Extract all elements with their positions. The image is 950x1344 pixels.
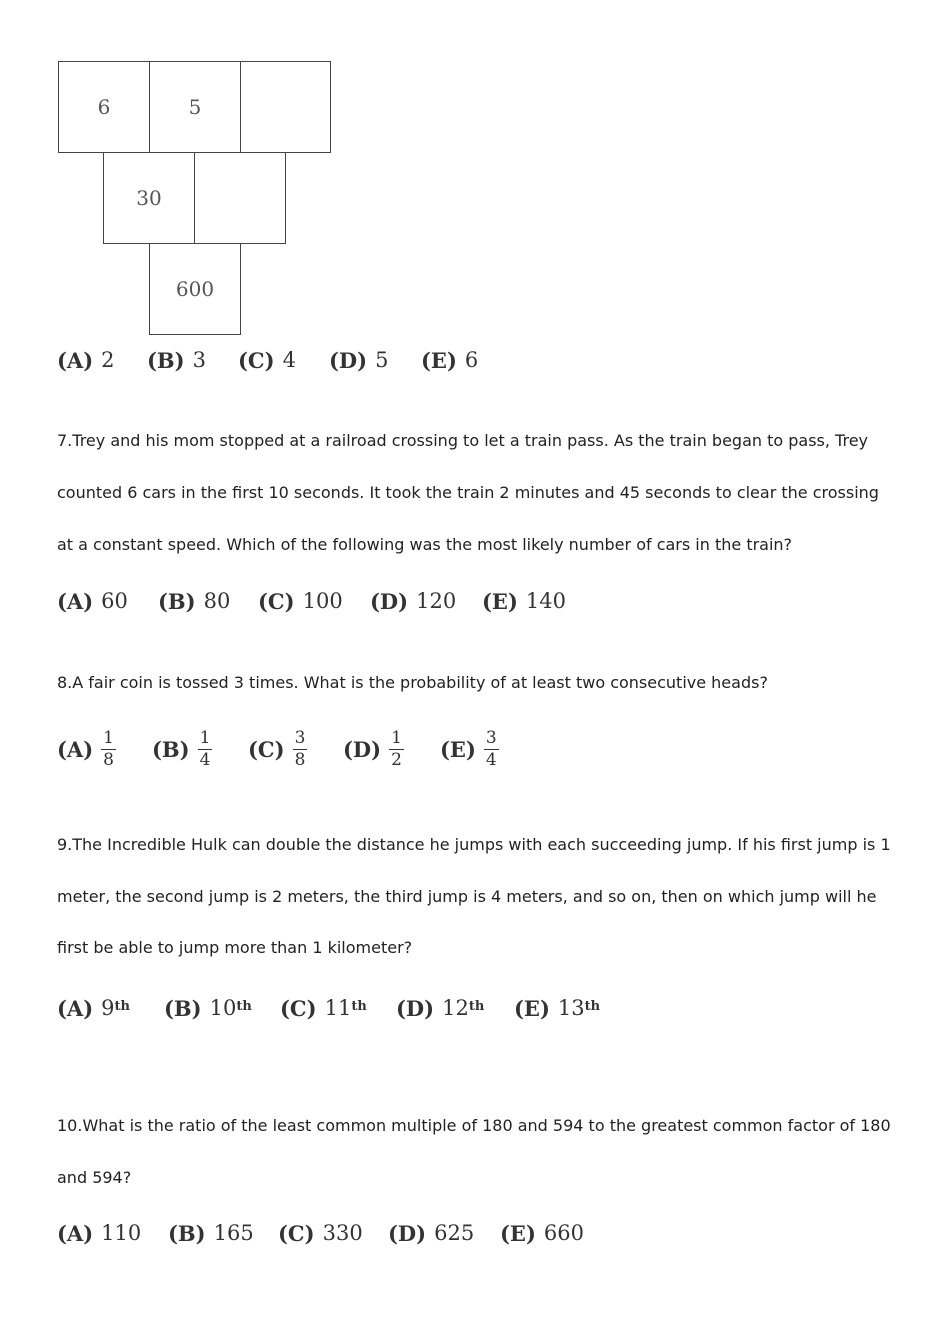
option-value: 60: [101, 589, 128, 613]
q9-option-d[interactable]: [396, 996, 514, 1021]
option-letter: (D): [343, 736, 382, 762]
fraction-numerator: 1: [391, 727, 402, 748]
fraction-denominator: 4: [485, 749, 497, 770]
q10-option-b[interactable]: [168, 1221, 278, 1246]
q9-option-e[interactable]: [514, 996, 600, 1021]
option-value: 9: [101, 996, 115, 1020]
option-value: 12: [442, 996, 469, 1020]
fraction: [101, 727, 116, 770]
q9-text-line-1: 9.The Incredible Hulk can double the distance he jumps with each succeeding jump. If his first jump is 1: [57, 835, 891, 854]
q10-text-line-2: and 594?: [57, 1168, 132, 1187]
ordinal-suffix: th: [584, 998, 601, 1014]
q8-option-b[interactable]: [152, 727, 248, 770]
pyramid-cell-middle-2: [194, 152, 286, 244]
q6-option-e[interactable]: [421, 348, 478, 373]
q9-text-line-2: meter, the second jump is 2 meters, the third jump is 4 meters, and so on, then on which jump will he: [57, 887, 877, 906]
q6-answer-choices: [57, 346, 478, 374]
option-value: 625: [434, 1221, 475, 1245]
ordinal-suffix: th: [351, 998, 367, 1014]
option-letter: (D): [370, 588, 409, 614]
option-letter: (A): [57, 347, 94, 373]
fraction: [198, 727, 213, 770]
q9-option-a[interactable]: [57, 996, 164, 1021]
option-value: 80: [203, 589, 231, 613]
option-value: 100: [302, 589, 343, 613]
option-value: 110: [101, 1221, 142, 1245]
fraction-numerator: 3: [294, 727, 306, 748]
q6-option-a[interactable]: [57, 348, 147, 373]
option-value: 6: [464, 348, 479, 372]
fraction: [484, 727, 499, 770]
q8-answer-choices: [57, 725, 499, 773]
pyramid-cell-middle-1: 30: [103, 152, 195, 244]
q9-answer-choices: [57, 993, 600, 1023]
option-letter: (A): [57, 995, 94, 1021]
fraction-denominator: 8: [294, 749, 306, 770]
option-letter: (B): [164, 995, 202, 1021]
q8-option-c[interactable]: [248, 727, 343, 770]
q7-text-line-2: counted 6 cars in the first 10 seconds. It took the train 2 minutes and 45 seconds to clear the crossing: [57, 483, 879, 502]
q7-option-b[interactable]: [158, 589, 258, 614]
option-value: 660: [543, 1221, 584, 1245]
q7-option-c[interactable]: [258, 589, 370, 614]
q10-option-d[interactable]: [388, 1221, 500, 1246]
q8-text-line-1: 8.A fair coin is tossed 3 times. What is the probability of at least two consecutive heads?: [57, 673, 768, 692]
option-value: 13: [557, 996, 585, 1020]
option-letter: (B): [168, 1220, 206, 1246]
ordinal-suffix: th: [114, 998, 131, 1014]
option-value: 10: [209, 996, 237, 1020]
fraction-denominator: 2: [391, 749, 402, 770]
fraction-numerator: 1: [199, 727, 211, 748]
option-letter: (B): [147, 347, 185, 373]
option-value: 11: [324, 996, 352, 1020]
pyramid-cell-bottom: 600: [149, 243, 241, 335]
fraction: [389, 727, 404, 770]
option-letter: (C): [278, 1220, 315, 1246]
option-letter: (D): [396, 995, 435, 1021]
option-letter: (B): [158, 588, 196, 614]
option-letter: (B): [152, 736, 190, 762]
option-letter: (A): [57, 588, 94, 614]
option-letter: (E): [500, 1220, 536, 1246]
q7-answer-choices: [57, 587, 566, 615]
q9-option-b[interactable]: [164, 996, 280, 1021]
q10-option-c[interactable]: [278, 1221, 388, 1246]
q9-option-c[interactable]: [280, 996, 396, 1021]
q7-option-d[interactable]: [370, 589, 482, 614]
option-value: 4: [282, 348, 296, 372]
option-letter: (C): [248, 736, 285, 762]
pyramid-cell-top-2: 5: [149, 61, 241, 153]
number-pyramid-figure: [0, 0, 400, 340]
option-value: 140: [525, 589, 566, 613]
q8-option-d[interactable]: [343, 727, 440, 770]
fraction: [293, 727, 308, 770]
fraction-denominator: 4: [199, 749, 211, 770]
option-letter: (A): [57, 736, 94, 762]
option-letter: (E): [440, 736, 476, 762]
pyramid-cell-top-3: [240, 61, 331, 153]
option-value: 330: [322, 1221, 363, 1245]
q7-option-a[interactable]: [57, 589, 158, 614]
q7-text-line-3: at a constant speed. Which of the following was the most likely number of cars in the train?: [57, 535, 793, 554]
option-value: 165: [213, 1221, 254, 1245]
ordinal-suffix: th: [468, 998, 485, 1014]
pyramid-cell-top-1: 6: [58, 61, 150, 153]
q6-option-c[interactable]: [238, 348, 329, 373]
q9-text-line-3: first be able to jump more than 1 kilometer?: [57, 938, 413, 957]
fraction-denominator: 8: [103, 749, 114, 770]
q7-option-e[interactable]: [482, 589, 566, 614]
q6-option-d[interactable]: [329, 348, 421, 373]
option-letter: (D): [388, 1220, 427, 1246]
option-letter: (C): [280, 995, 317, 1021]
q7-text-line-1: 7.Trey and his mom stopped at a railroad crossing to let a train pass. As the train began to pass, Trey: [57, 431, 869, 450]
option-value: 3: [192, 348, 206, 372]
option-letter: (D): [329, 347, 368, 373]
q6-option-b[interactable]: [147, 348, 238, 373]
q10-option-a[interactable]: [57, 1221, 168, 1246]
option-value: 5: [375, 348, 389, 372]
q10-answer-choices: [57, 1219, 584, 1247]
option-letter: (E): [482, 588, 518, 614]
q10-text-line-1: 10.What is the ratio of the least common multiple of 180 and 594 to the greatest common factor of 180: [57, 1116, 891, 1135]
ordinal-suffix: th: [236, 998, 252, 1014]
option-letter: (C): [238, 347, 275, 373]
option-letter: (C): [258, 588, 295, 614]
fraction-numerator: 3: [485, 727, 497, 748]
option-letter: (E): [421, 347, 457, 373]
option-letter: (A): [57, 1220, 94, 1246]
fraction-numerator: 1: [103, 727, 114, 748]
option-value: 120: [416, 589, 457, 613]
q10-option-e[interactable]: [500, 1221, 584, 1246]
q8-option-e[interactable]: [440, 727, 499, 770]
q8-option-a[interactable]: [57, 727, 152, 770]
option-value: 2: [101, 348, 115, 372]
option-letter: (E): [514, 995, 550, 1021]
